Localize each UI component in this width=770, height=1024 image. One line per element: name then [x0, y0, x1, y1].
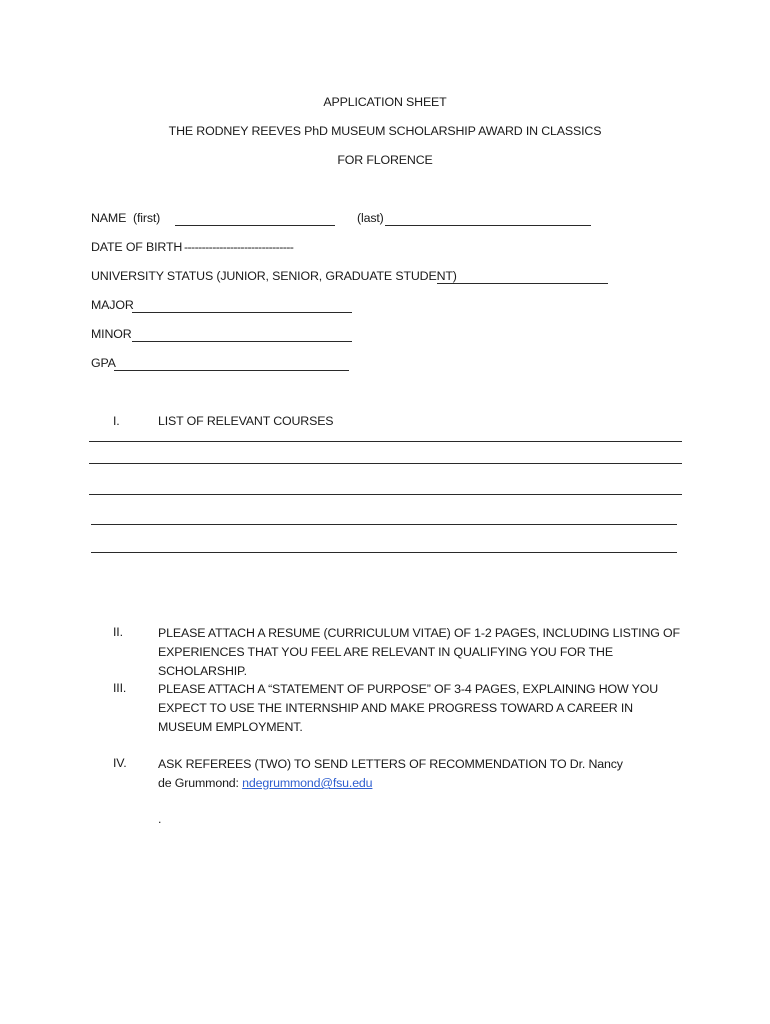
section-4-paragraph — [158, 755, 628, 793]
major-label: MAJOR — [91, 298, 134, 312]
gpa-label: GPA — [91, 356, 116, 370]
section-1-heading: LIST OF RELEVANT COURSES — [158, 414, 334, 428]
scholarship-title: THE RODNEY REEVES PhD MUSEUM SCHOLARSHIP AWARD IN CLASSICS — [168, 124, 602, 138]
minor-label: MINOR — [91, 327, 132, 341]
section-4-text: ASK REFEREES (TWO) TO SEND LETTERS OF RECOMMENDATION TO Dr. Nancy de Grummond: — [158, 757, 623, 790]
dob-label: DATE OF BIRTH — [91, 240, 183, 254]
course-line[interactable] — [89, 441, 682, 442]
gpa-field[interactable] — [114, 370, 349, 371]
section-4-numeral: IV. — [113, 756, 127, 770]
section-1-numeral: I. — [113, 414, 120, 428]
first-name-field[interactable] — [175, 225, 335, 226]
major-field[interactable] — [132, 312, 352, 313]
location-title: FOR FLORENCE — [337, 153, 433, 167]
section-3-numeral: III. — [113, 681, 127, 695]
first-name-label: (first) — [133, 211, 161, 225]
university-status-field[interactable] — [437, 283, 608, 284]
course-line[interactable] — [89, 463, 682, 464]
form-title: APPLICATION SHEET — [323, 95, 447, 109]
course-line[interactable] — [89, 494, 682, 495]
last-name-label: (last) — [357, 211, 384, 225]
name-label: NAME — [91, 211, 127, 225]
section-2-text: PLEASE ATTACH A RESUME (CURRICULUM VITAE) OF 1-2 PAGES, INCLUDING LISTING OF EXPERIENCES THAT YOU FEEL ARE RELEVANT IN QUALIFYING YOU FOR THE SCHOLARSHIP. — [158, 626, 680, 678]
minor-field[interactable] — [132, 341, 352, 342]
section-3-text: PLEASE ATTACH A “STATEMENT OF PURPOSE” OF 3-4 PAGES, EXPLAINING HOW YOU EXPECT TO USE THE INTERNSHIP AND MAKE PROGRESS TOWARD A CAREER IN MUSEUM EMPLOYMENT. — [158, 682, 658, 734]
referee-email-link[interactable]: ndegrummond@fsu.edu — [242, 776, 373, 790]
last-name-field[interactable] — [385, 225, 591, 226]
trailing-period: . — [158, 812, 162, 826]
dob-field[interactable]: ------------------------------- — [184, 240, 294, 254]
university-status-label: UNIVERSITY STATUS (JUNIOR, SENIOR, GRADUATE STUDENT) — [91, 269, 457, 283]
course-line[interactable] — [91, 524, 677, 525]
section-2-numeral: II. — [113, 625, 123, 639]
course-line[interactable] — [91, 552, 677, 553]
